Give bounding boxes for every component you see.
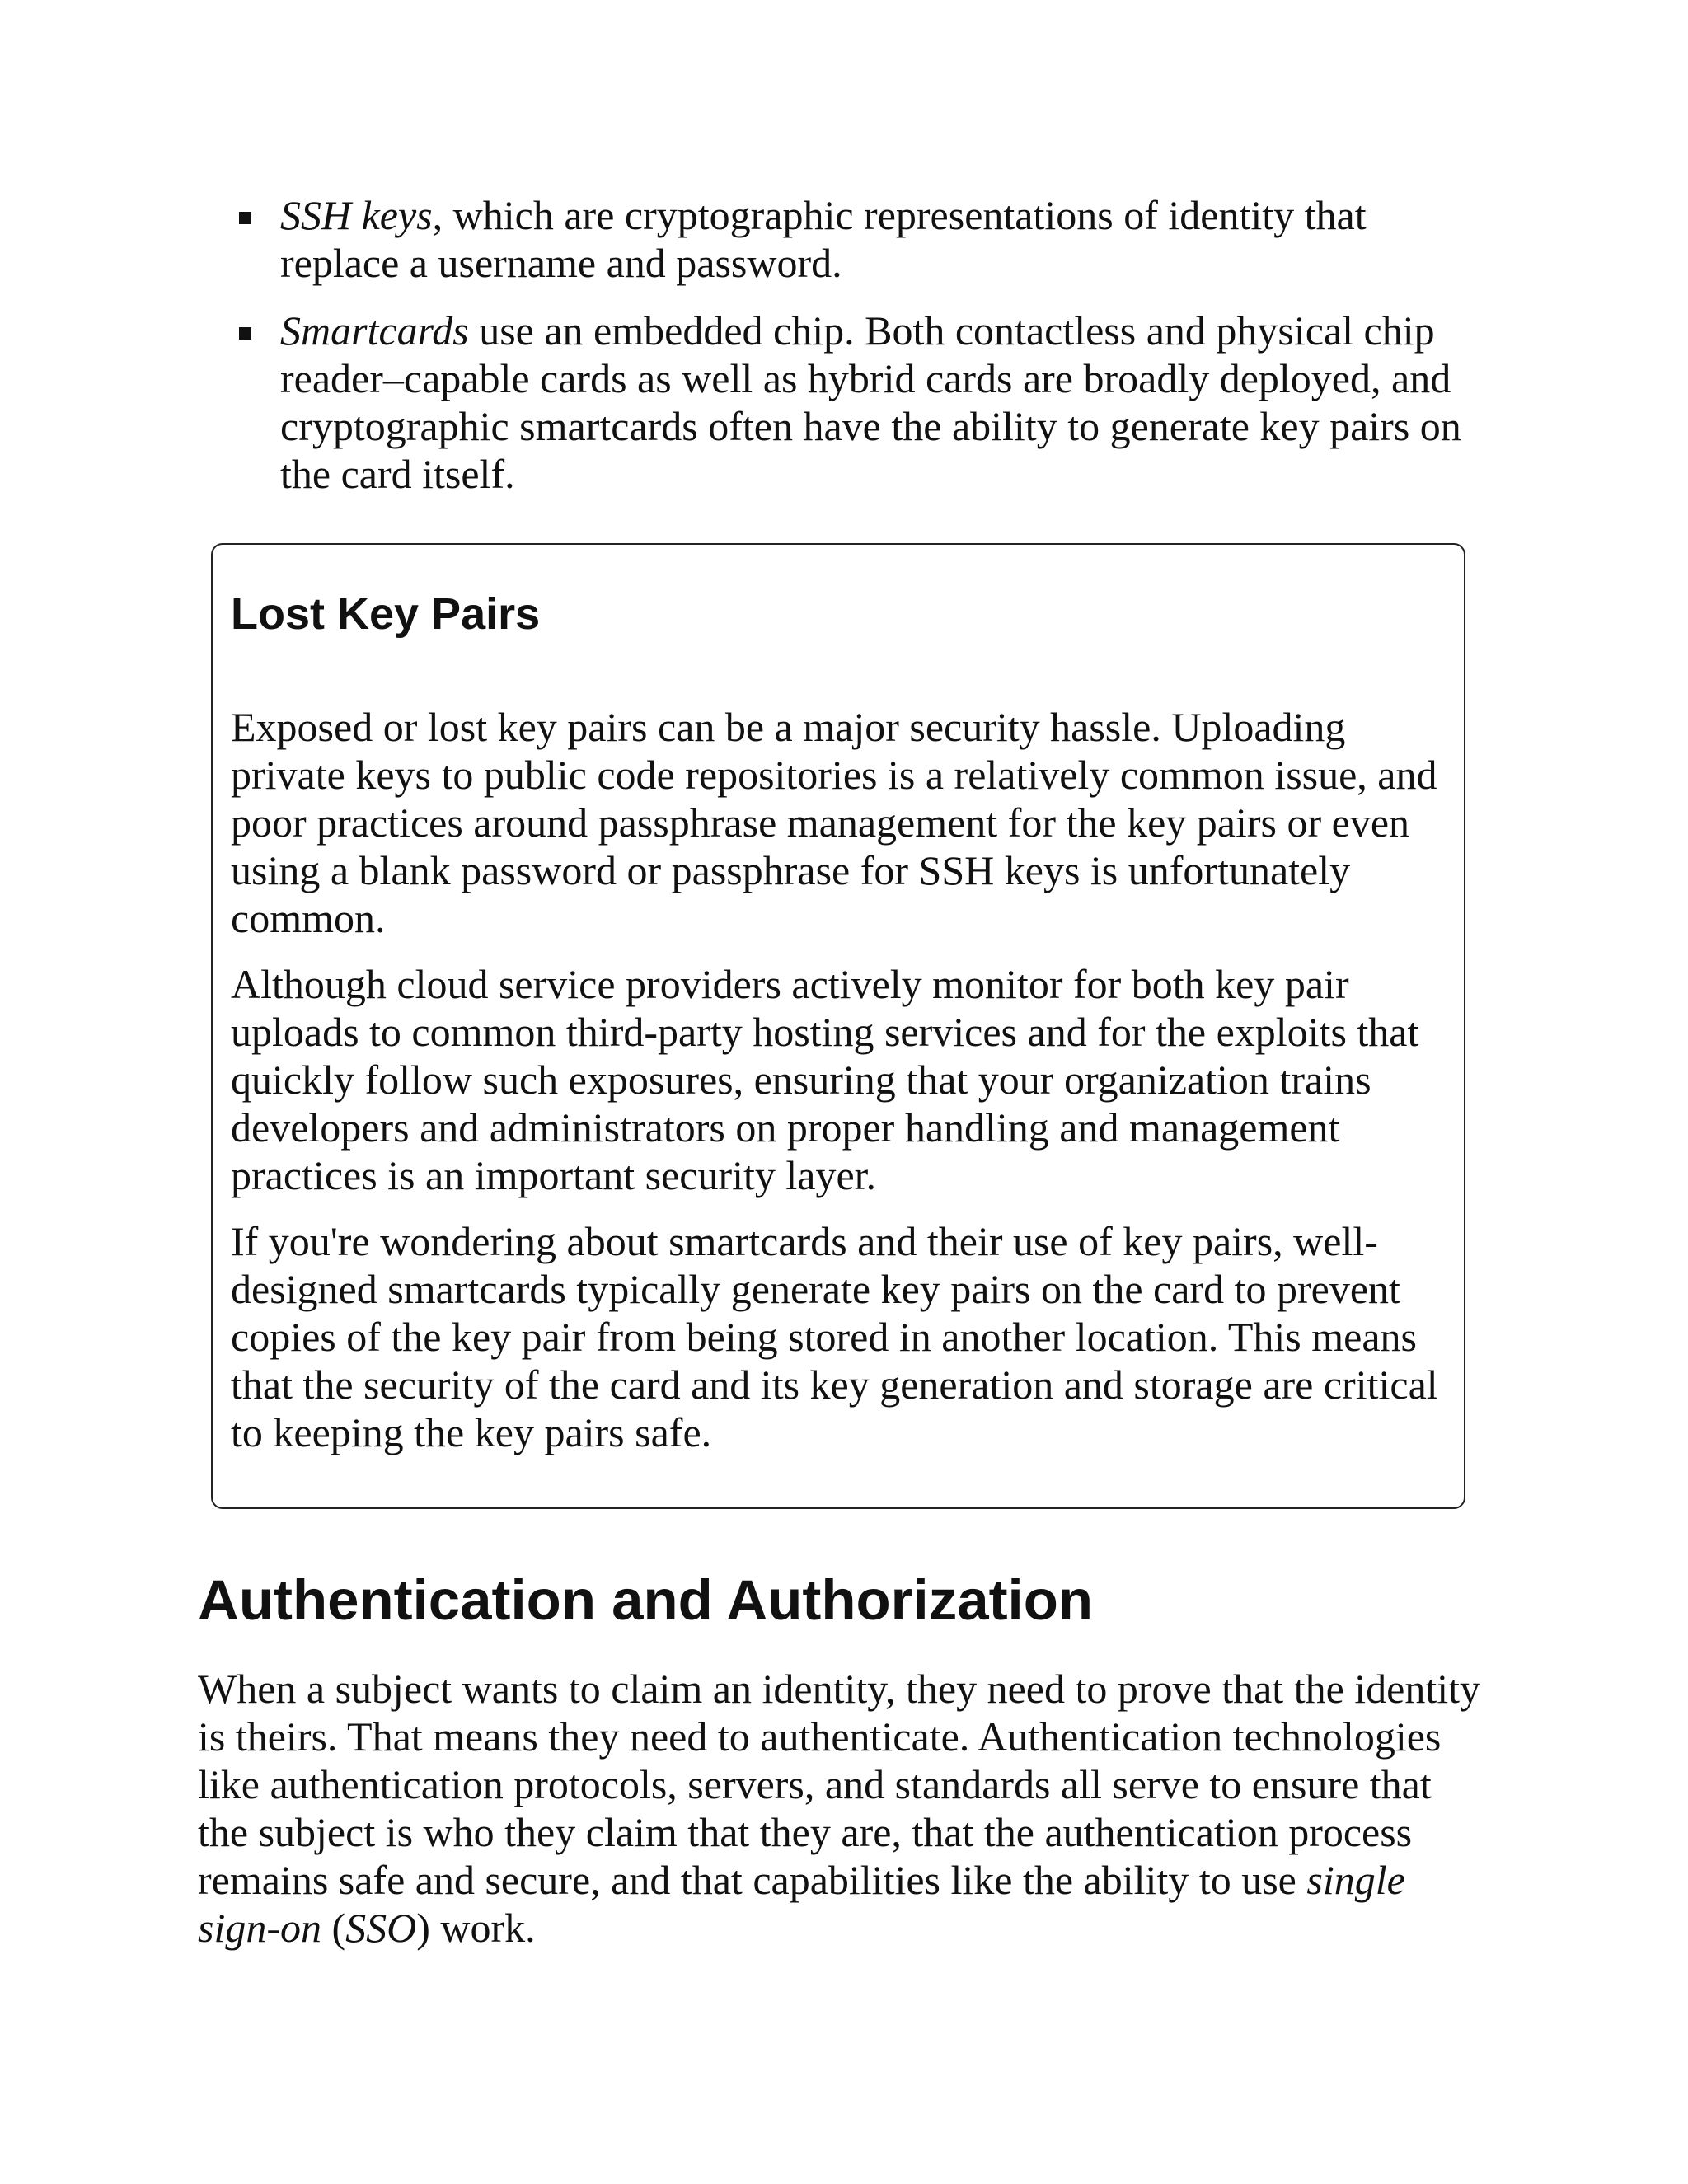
list-item (239, 191, 1492, 287)
sidebar-title: Lost Key Pairs (231, 589, 541, 639)
section-body (198, 1665, 1484, 1952)
body-term-sso-long: single sign-on (198, 1857, 1405, 1951)
bullet-list (239, 191, 1492, 518)
body-text: ) work. (416, 1905, 536, 1951)
bullet-text (280, 307, 1461, 497)
bullet-term: SSH keys (280, 192, 433, 238)
square-bullet-icon (239, 212, 251, 224)
sidebar-paragraph: If you're wondering about smartcards and their use of key pairs, well-designed smartcards typically generate key pairs on the card to prevent copies of the key pair from being stored in another location. This means that the security of the card and its key generation and storage are critical to keeping the key pairs safe. (231, 1218, 1438, 1455)
sidebar-box (211, 543, 1465, 1509)
sidebar-paragraph: Exposed or lost key pairs can be a major security hassle. Uploading private keys to public code repositories is a relatively common issue, and poor practices around passphrase management for the key pairs or even using a blank password or passphrase for SSH keys is unfortunately common. (231, 704, 1437, 941)
bullet-term: Smartcards (280, 307, 469, 354)
body-text: ( (321, 1905, 346, 1951)
list-item (239, 307, 1492, 498)
bullet-description: use an embedded chip. Both contactless and physical chip reader–capable cards as well as hybrid cards are broadly deployed, and cryptographic smartcards often have the ability to generate key pairs on the card itself. (280, 307, 1461, 497)
section-heading: Authentication and Authorization (198, 1568, 1094, 1632)
body-text: When a subject wants to claim an identity, they need to prove that the identity is theirs. That means they need to authenticate. Authentication technologies like authentication protocols, servers, and standards all serve to ensure that the subject is who they claim that they are, that the authentication process remains safe and secure, and that capabilities like the ability to use (198, 1666, 1481, 1903)
bullet-text (280, 192, 1367, 286)
bullet-description: , which are cryptographic representations of identity that replace a username and password. (280, 192, 1367, 286)
body-term-sso: SSO (345, 1905, 417, 1951)
sidebar-paragraph: Although cloud service providers actively monitor for both key pair uploads to common third-party hosting services and for the exploits that quickly follow such exposures, ensuring that your organization trains developers and administrators on proper handling and management practices is an important security layer. (231, 961, 1419, 1198)
square-bullet-icon (239, 327, 251, 340)
